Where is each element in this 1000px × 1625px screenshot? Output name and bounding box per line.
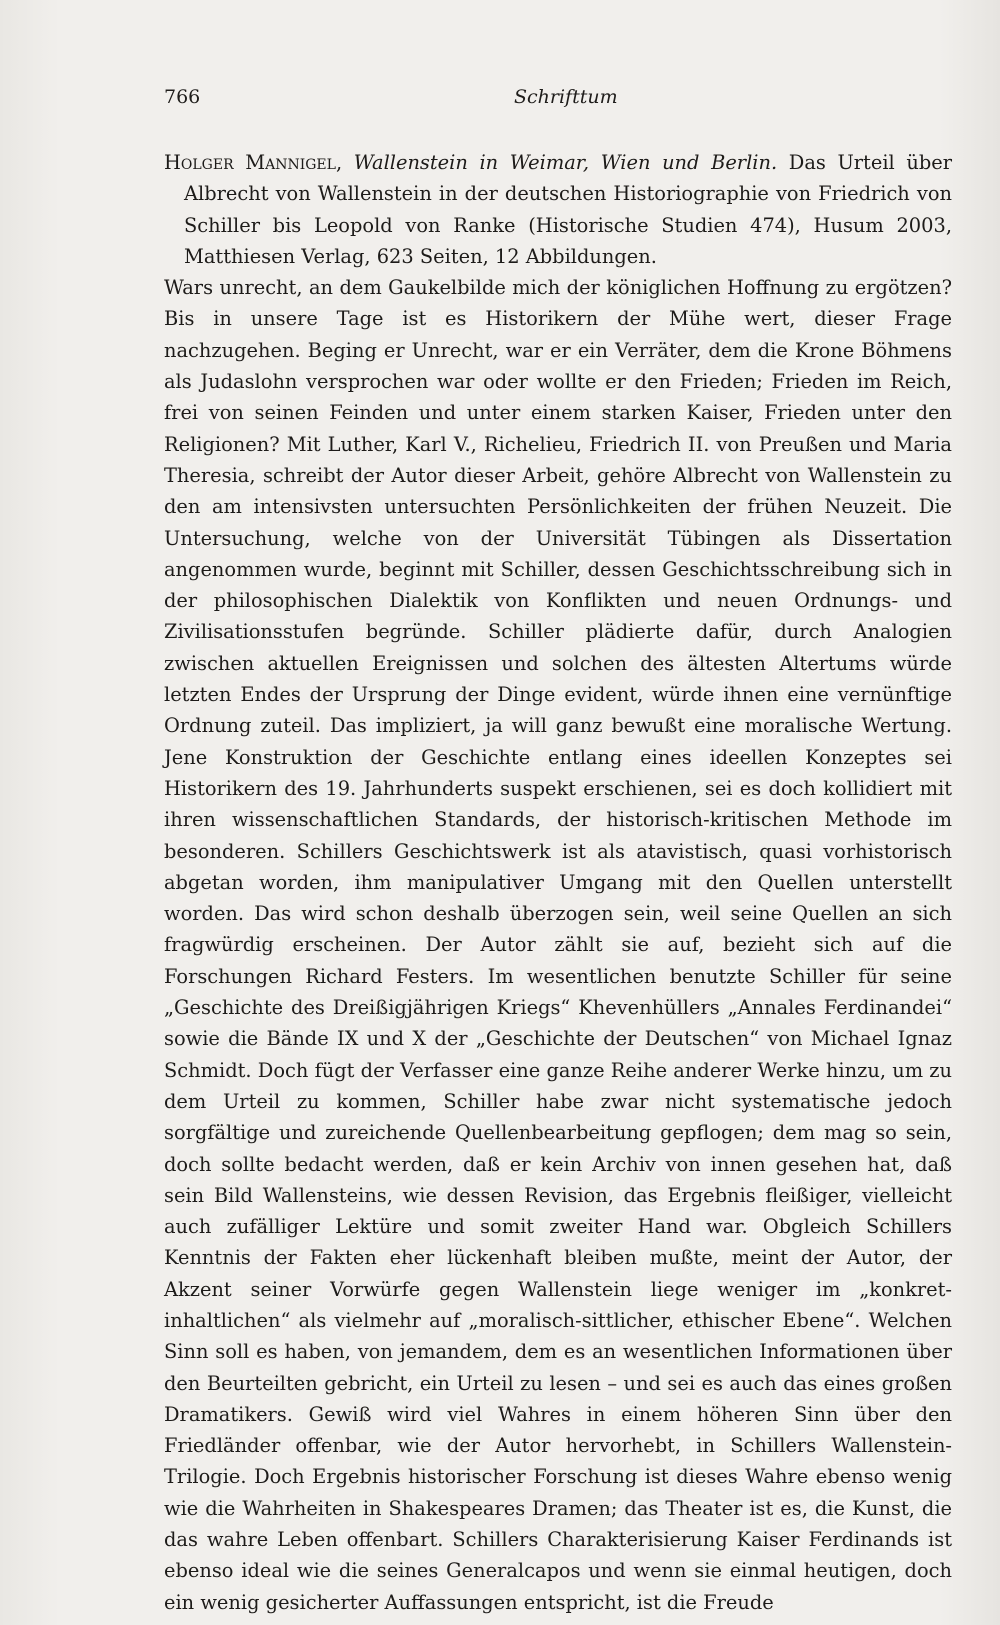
page-header [164, 86, 952, 116]
review-body: Wars unrecht, an dem Gaukelbilde mich der königlichen Hoffnung zu ergötzen? Bis in unsere Tage ist es Historikern der Mühe wert, dieser Frage nachzugehen. Beging er Unrecht, war er ein Verräter, dem die Krone Böhmens als Judaslohn versprochen war oder wollte er den Frieden; Frieden im Reich, frei von seinen Feinden und unter einem starken Kaiser, Frieden unter den Religionen? Mit Luther, Karl V., Richelieu, Friedrich II. von Preußen und Maria Theresia, schreibt der Autor dieser Arbeit, gehöre Albrecht von Wallenstein zu den am intensivsten untersuchten Persönlichkeiten der frühen Neuzeit. Die Untersuchung, welche von der Universität Tübingen als Dissertation angenommen wurde, beginnt mit Schiller, dessen Geschichtsschreibung sich in der philosophischen Dialektik von Konflikten und neuen Ordnungs- und Zivilisationsstufen begründe. Schiller plädierte dafür, durch Analogien zwischen aktuellen Ereignissen und solchen des ältesten Altertums würde letzten Endes der Ursprung der Dinge evident, würde ihnen eine vernünftige Ordnung zuteil. Das impliziert, ja will ganz bewußt eine moralische Wertung. Jene Konstruktion der Geschichte entlang eines ideellen Konzeptes sei Historikern des 19. Jahrhunderts suspekt erschienen, sei es doch kollidiert mit ihren wissenschaftlichen Standards, der historisch-kritischen Methode im besonderen. Schillers Geschichtswerk ist als atavistisch, quasi vorhistorisch abgetan worden, ihm manipulativer Umgang mit den Quellen unterstellt worden. Das wird schon deshalb überzogen sein, weil seine Quellen an sich fragwürdig erscheinen. Der Autor zählt sie auf, bezieht sich auf die Forschungen Richard Festers. Im wesentlichen benutzte Schiller für seine „Geschichte des Dreißigjährigen Kriegs“ Khevenhüllers „Annales Ferdinandei“ sowie die Bände IX und X der „Geschichte der Deutschen“ von Michael Ignaz Schmidt. Doch fügt der Verfasser eine ganze Reihe anderer Werke hinzu, um zu dem Urteil zu kommen, Schiller habe zwar nicht systematische jedoch sorgfältige und zureichende Quellenbearbeitung gepflogen; dem mag so sein, doch sollte bedacht werden, daß er kein Archiv von innen gesehen hat, daß sein Bild Wallensteins, wie dessen Revision, das Ergebnis fleißiger, vielleicht auch zufälliger Lektüre und somit zweiter Hand war. Obgleich Schillers Kenntnis der Fakten eher lückenhaft bleiben mußte, meint der Autor, der Akzent seiner Vorwürfe gegen Wallenstein liege weniger im „konkret-inhaltlichen“ als vielmehr auf „moralisch-sittlicher, ethischer Ebene“. Welchen Sinn soll es haben, von jemandem, dem es an wesentlichen Informationen über den Beurteilten gebricht, ein Urteil zu lesen – und sei es auch das eines großen Dramatikers. Gewiß wird viel Wahres in einem höheren Sinn über den Friedländer offenbar, wie der Autor hervorhebt, in Schillers Wallenstein-Trilogie. Doch Ergebnis historischer Forschung ist dieses Wahre ebenso wenig wie die Wahrheiten in Shakespeares Dramen; das Theater ist es, die Kunst, die das wahre Leben offenbart. Schillers Charakterisierung Kaiser Ferdinands ist ebenso ideal wie die seines Generalcapos und wenn sie einmal heutigen, doch ein wenig gesicherter Auffassungen entspricht, ist die Freude [164, 276, 952, 1614]
review-author: Holger Mannigel, [164, 151, 343, 174]
book-review [164, 147, 952, 1618]
review-bibliographic-details: Das Urteil über Albrecht von Wallenstein in der deutschen Historiographie von Friedrich von Schiller bis Leopold von Ranke (Historische Studien 474), Husum 2003, Matthiesen Verlag, 623 Seiten, 12 Abbildungen. [184, 151, 953, 268]
running-head: Schrifttum [514, 86, 618, 108]
review-title: Wallenstein in Weimar, Wien und Berlin. [353, 151, 778, 174]
review-citation [164, 147, 952, 272]
page-number: 766 [164, 86, 201, 108]
